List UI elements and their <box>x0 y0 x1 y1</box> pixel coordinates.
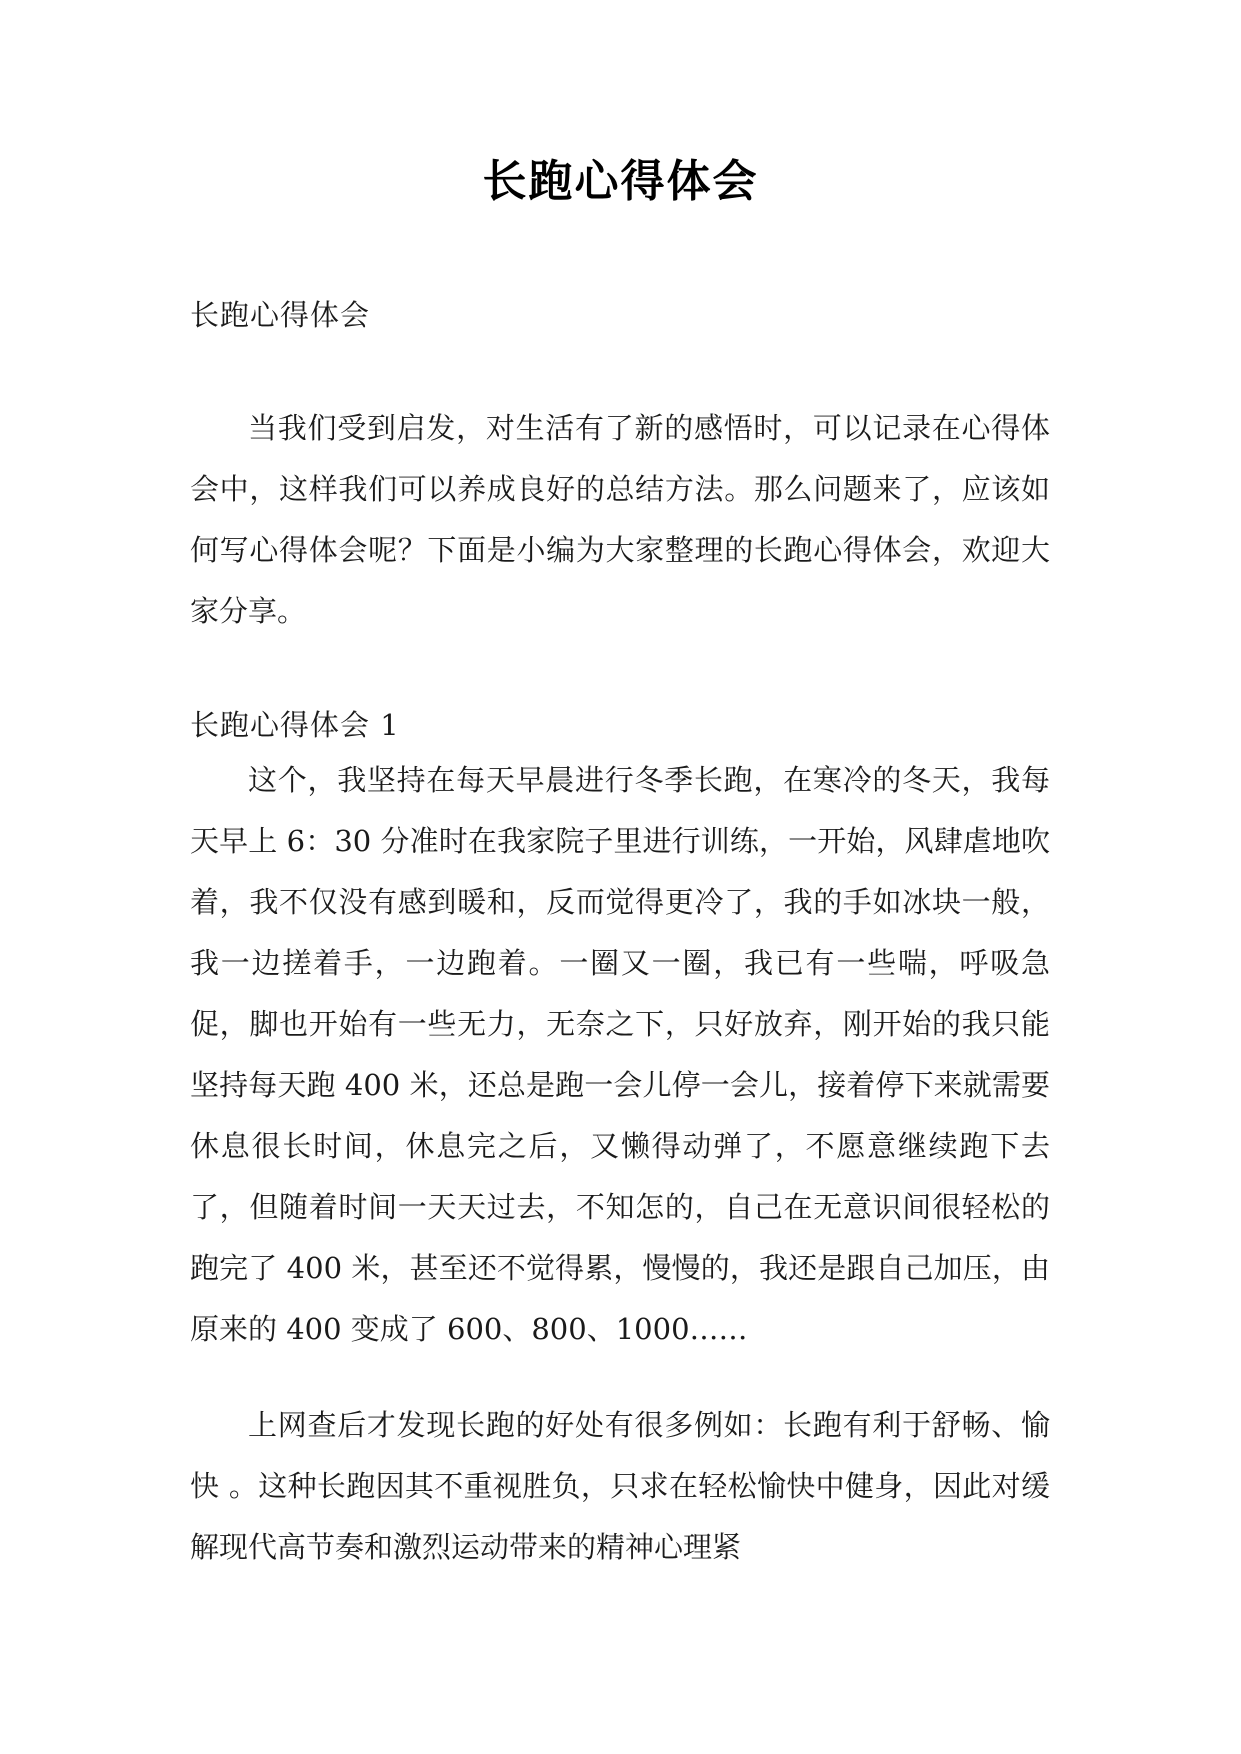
document-title: 长跑心得体会 <box>482 156 759 207</box>
section-heading: 长跑心得体会 1 <box>190 708 400 742</box>
body-paragraph: 这个，我坚持在每天早晨进行冬季长跑，在寒冷的冬天，我每天早上 6：30 分准时在我家院子里进行训练，一开始，风肆虐地吹着，我不仅没有感到暖和，反而觉得更冷了，我的手如冰块一般，我一边搓着手，一边跑着。一圈又一圈，我已有一些喘，呼吸急促，脚也开始有一些无力，无奈之下，只好放弃，刚开始的我只能坚持每天跑 400 米，还总是跑一会儿停一会儿，接着停下来就需要休息很长时间，休息完之后，又懒得动弹了，不愿意继续跑下去了，但随着时间一天天过去，不知怎的，自己在无意识间很轻松的跑完了 400 米，甚至还不觉得累，慢慢的，我还是跟自己加压，由原来的 400 变成了 600、800、1000…… <box>190 763 1050 1346</box>
intro-paragraph: 当我们受到启发，对生活有了新的感悟时，可以记录在心得体会中，这样我们可以养成良好的总结方法。那么问题来了，应该如何写心得体会呢？下面是小编为大家整理的长跑心得体会，欢迎大家分享。 <box>190 411 1050 628</box>
body-paragraph: 上网查后才发现长跑的好处有很多例如：长跑有利于舒畅、愉快 。这种长跑因其不重视胜负，只求在轻松愉快中健身，因此对缓解现代高节奏和激烈运动带来的精神心理紧 <box>190 1408 1050 1564</box>
document-subtitle: 长跑心得体会 <box>190 298 371 332</box>
